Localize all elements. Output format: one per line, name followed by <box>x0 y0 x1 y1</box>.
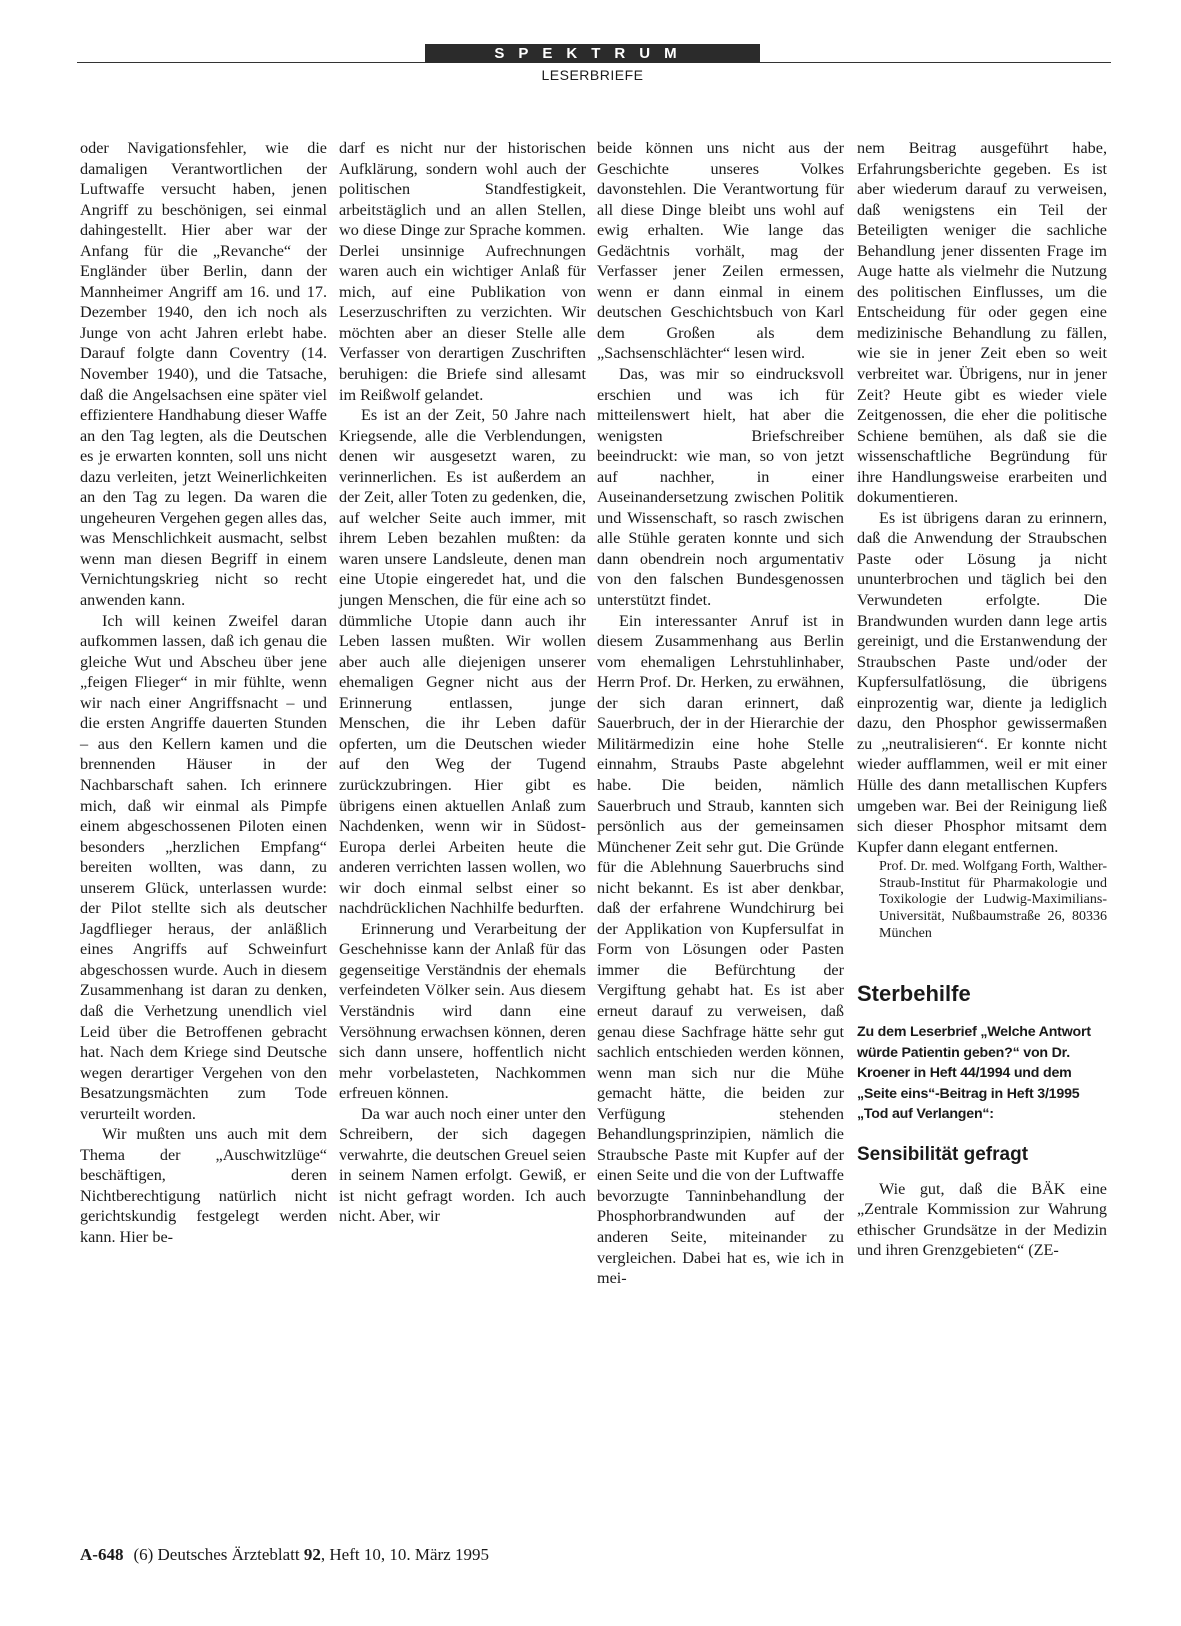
paragraph: beide können uns nicht aus der Geschichte unseres Volkes davonstehlen. Die Verantwortung für all diese Dinge bleibt uns wohl auf ewig erhalten. Wie lange das Gedächtnis vorhält, mag der Verfasser jener Zeilen ermessen, wenn er dann einmal in einem deutschen Geschichtsbuch von Karl dem Großen als dem „Sachsenschlächter“ lesen wird. <box>597 139 844 363</box>
paragraph: darf es nicht nur der historischen Aufklärung, sondern wohl auch der politischen Standfestigkeit, arbeitstäglich und an allen Stellen, wo diese Dinge zur Sprache kommen. Derlei unsinnige Aufrechnungen waren auch ein wichtiger Anlaß für mich, auf eine Publikation von Leserzuschriften zu verzichten. Wir möchten aber an dieser Stelle alle Verfasser von derartigen Zuschriften beruhigen: die Briefe sind allesamt im Reißwolf gelandet. <box>339 139 586 404</box>
citation-start: (6) Deutsches Ärzteblatt <box>133 1545 304 1564</box>
paragraph: Es ist an der Zeit, 50 Jahre nach Kriegsende, alle die Verblendungen, denen wir ausgesetzt waren, zu verinnerlichen. Es ist außerdem an der Zeit, aller Toten zu gedenken, die, auf welcher Seite auch immer, mit ihrem Leben bezahlen mußten: da waren unsere Landsleute, denen man eine Utopie eingeredet hat, und die jungen Menschen, die für eine ach so dümmliche Utopie dann auch ihr Leben lassen mußten. Wir wollen aber auch alle diejenigen unserer ehemaligen Gegner nicht aus der Erinnerung entlassen, junge Menschen, die ihr Leben dafür opferten, um die Deutschen wieder auf den Weg der Tugend zurückzubringen. Hier gibt es übrigens einen aktuellen Anlaß zum Nachdenken, wenn wir in Südost-Europa derlei Arbeiten heute die anderen verrichten lassen wollen, wo wir doch einmal selbst einer so nachdrücklichen Nachhilfe bedurften. <box>339 406 586 918</box>
citation-volume: 92 <box>303 1545 321 1564</box>
paragraph: nem Beitrag ausgeführt habe, Erfahrungsberichte gegeben. Es ist aber wiederum darauf zu verweisen, daß wenigstens ein Teil der Beteiligten weniger die sachliche Behandlung jener dissenten Frage im Auge hatte als vielmehr die Nutzung des politischen Einflusses, um die Entscheidung für oder gegen eine medizinische Behandlung zu fällen, wie sie in jener Zeit eben so weit verbreitet war. Übrigens, nur in jener Zeit? Heute gibt es wieder viele Zeitgenossen, die eher die politische Schiene bemühen, als daß sie die wissenschaftliche Begründung für ihre Handlungsweise erarbeiten und dokumentieren. <box>857 139 1107 507</box>
paragraph: Erinnerung und Verarbeitung der Geschehnisse kann der Anlaß für das gegenseitige Verständnis der ehemals verfeindeten Völker sein. Aus diesem Verständnis wird dann eine Versöhnung erwachsen können, deren sich dann unsere, hoffentlich nicht mehr vorbelasteten, Nachkommen erfreuen können. <box>339 919 586 1103</box>
column-4 <box>857 138 1107 1261</box>
paragraph: Wir mußten uns auch mit dem Thema der „Auschwitzlüge“ beschäftigen, deren Nichtberechtigung natürlich nicht gerichtskundig festgelegt werden kann. Hier be- <box>80 1125 327 1246</box>
citation-end: , Heft 10, 10. März 1995 <box>320 1545 489 1564</box>
paragraph: Das, was mir so eindrucksvoll erschien und was ich für mitteilenswert hielt, hat aber die wenigsten Briefschreiber beeindruckt: wie man, so von jetzt auf nachher, in einer Auseinandersetzung zwischen Politik und Wissenschaft, so rasch zwischen alle Stühle geraten konnte und sich dann obendrein noch argumentativ von den falschen Bundesgenossen unterstützt findet. <box>597 365 844 610</box>
section-banner: SPEKTRUM <box>425 44 760 63</box>
paragraph: Es ist übrigens daran zu erinnern, daß die Anwendung der Straubschen Paste oder Lösung ja nicht ununterbrochen und täglich bei den Verwundeten erfolgte. Die Brandwunden wurden dann lege artis gereinigt, und die Erstanwendung der Straubschen Paste und/oder der Kupfersulfatlösung, die übrigens einprozentig war, diente ja lediglich dazu, den Phosphor gewissermaßen zu „neutralisieren“. Er konnte nicht wieder aufflammen, weil er mit einer Hülle des dann metallischen Kupfers umgeben war. Bei der Reinigung ließ sich dieser Phosphor mitsamt dem Kupfer dann elegant entfernen. <box>857 508 1107 856</box>
page-footer <box>80 1545 489 1565</box>
subsection-label: LESERBRIEFE <box>541 67 644 83</box>
section-heading: Sterbehilfe <box>857 981 971 1007</box>
paragraph: Ich will keinen Zweifel daran aufkommen lassen, daß ich genau die gleiche Wut und Abscheu über jene „feigen Flieger“ in mir fühlte, wenn wir nach einer Angriffsnacht – und die ersten Angriffe dauerten Stunden – aus den Kellern kamen und die brennenden Häuser in der Nachbarschaft sahen. Ich erinnere mich, daß wir einmal als Pimpfe einem abgeschossenen Piloten einen besonders „herzlichen Empfang“ bereiten wollten, was dann, zu unserem Glück, unterlassen wurde: der Pilot stellte sich als deutscher Jagdflieger heraus, der anläßlich eines Angriffs auf Schweinfurt abgeschossen wurde. Auch in diesem Zusammenhang ist daran zu denken, daß die Verhetzung unendlich viel Leid über die Betroffenen gebracht hat. Nach dem Kriege sind Deutsche wegen derartiger Vergehen von den Besatzungsmächten zum Tode verurteilt worden. <box>80 611 327 1123</box>
section-intro: Zu dem Leserbrief „Welche Antwort würde Patientin geben?“ von Dr. Kroener in Heft 44/1994 und dem „Seite eins“-Beitrag in Heft 3/1995 „Tod auf Verlangen“: <box>857 1024 1091 1123</box>
column-3 <box>597 138 844 1289</box>
paragraph: oder Navigationsfehler, wie die damaligen Verantwortlichen der Luftwaffe versucht haben, jenen Angriff zu beschönigen, sei einmal dahingestellt. Hier aber war der Anfang für die „Revanche“ der Engländer über Berlin, dann der Mannheimer Angriff am 16. und 17. Dezember 1940, den ich noch als Junge von acht Jahren erlebt habe. Darauf folgte dann Coventry (14. November 1940), und die Tatsache, daß die Angelsachsen eine später viel effizientere Handhabung dieser Waffe an den Tag legten, als die Deutschen es je erwarten konnten, soll uns nicht dazu verleiten, jetzt Weinerlichkeiten an den Tag zu legen. Da waren die ungeheuren Vergehen gegen alles das, was Menschlichkeit ausmacht, selbst wenn man diesen Begriff in einem Vernichtungskrieg nicht so recht anwenden kann. <box>80 139 327 610</box>
letter-signature: Prof. Dr. med. Wolfgang Forth, Walther-Straub-Institut für Pharmakologie und Toxikologie der Ludwig-Maximilians-Universität, Nußbaumstraße 26, 80336 München <box>879 859 1107 941</box>
paragraph: Ein interessanter Anruf ist in diesem Zusammenhang aus Berlin vom ehemaligen Lehrstuhlinhaber, Herrn Prof. Dr. Herken, zu erwähnen, der sich daran erinnert, daß Sauerbruch, der in der Hierarchie der Militärmedizin eine hohe Stelle einnahm, Straubs Paste abgelehnt habe. Die beiden, nämlich Sauerbruch und Straub, kannten sich persönlich aus der gemeinsamen Münchener Zeit sehr gut. Die Gründe für die Ablehnung Sauerbruchs sind nicht bekannt. Es ist aber denkbar, daß der erfahrene Wundchirurg bei der Applikation von Kupfersulfat in Form von Lösungen oder Pasten immer die Befürchtung der Vergiftung gehabt hat. Es ist aber erneut darauf zu verweisen, daß genau diese Sachfrage hätte sehr gut sachlich entschieden werden können, wenn man sich nur die Mühe gemacht hätte, die beiden zur Verfügung stehenden Behandlungsprinzipien, nämlich die Straubsche Paste mit Kupfer auf der einen Seite und die von der Luftwaffe bevorzugte Tanninbehandlung der Phosphorbrandwunden auf der anderen Seite, miteinander zu vergleichen. Dabei hat es, wie ich in mei- <box>597 611 844 1288</box>
paragraph: Da war auch noch einer unter den Schreibern, der sich dagegen verwahrte, die deutschen Greuel seien in seinem Namen erfolgt. Gewiß, er ist nicht gefragt worden. Ich auch nicht. Aber, wir <box>339 1104 586 1226</box>
letter-headline: Sensibilität gefragt <box>857 1143 1029 1165</box>
paragraph: Wie gut, daß die BÄK eine „Zentrale Kommission zur Wahrung ethischer Grundsätze in der Medizin und ihren Grenzgebieten“ (ZE- <box>857 1179 1107 1260</box>
page-number: A-648 <box>80 1545 124 1564</box>
column-2 <box>339 138 586 1227</box>
column-1 <box>80 138 327 1248</box>
